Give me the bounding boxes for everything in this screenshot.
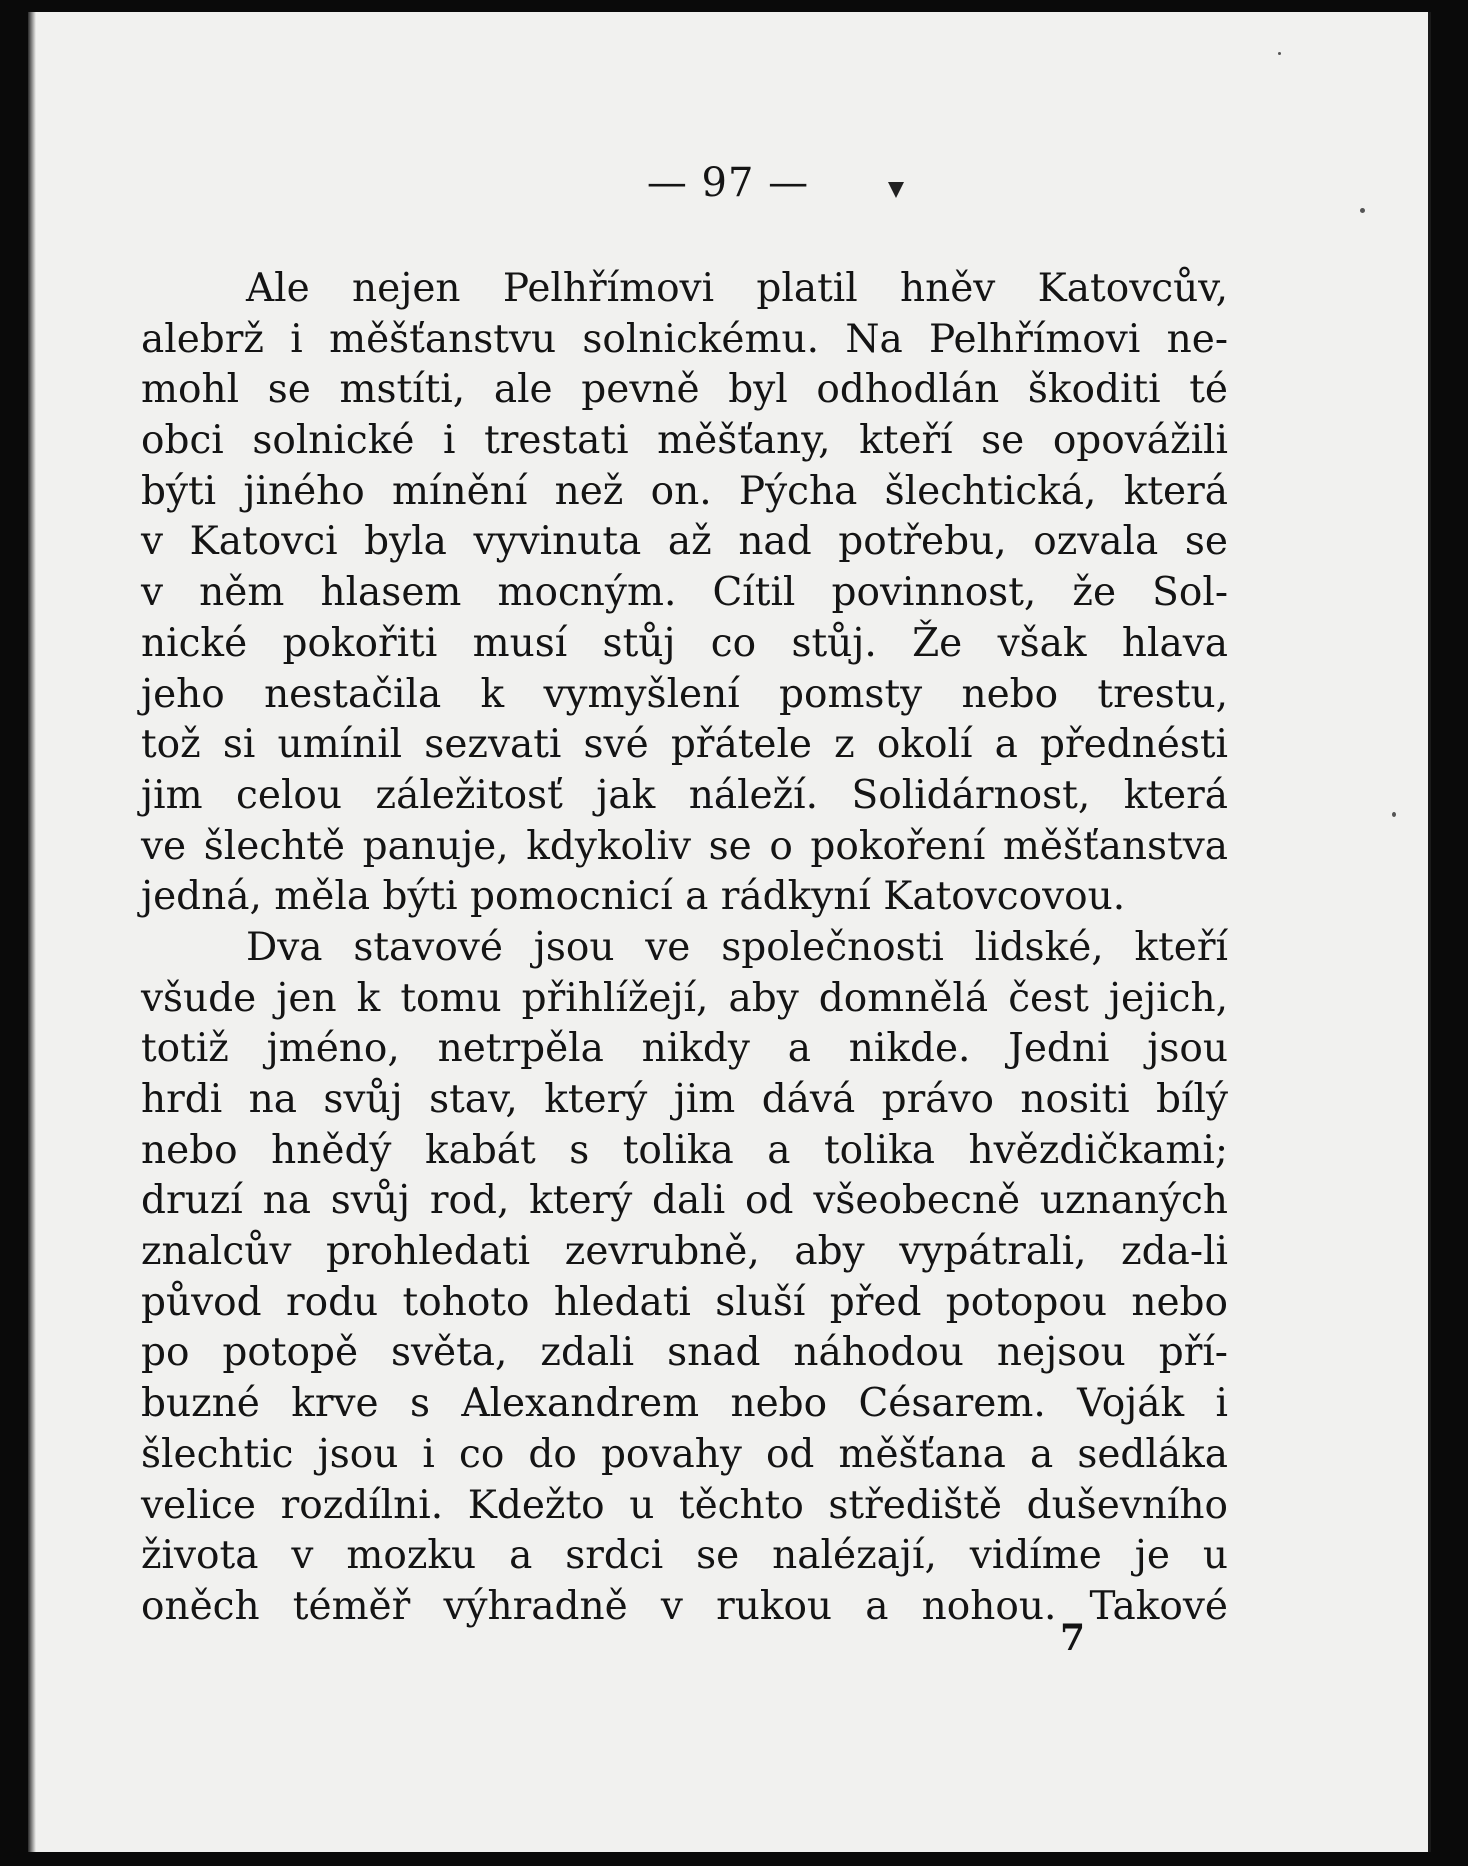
text-line: hrdi na svůj stav, který jim dává právo nositi bílý [141, 1077, 1228, 1122]
text-line: původ rodu tohoto hledati sluší před potopou nebo [141, 1279, 1228, 1325]
text-line: jeho nestačila k vymyšlení pomsty nebo trestu, [141, 671, 1228, 717]
text-line: jedná, měla býti pomocnicí a rádkyní Katovcovou. [141, 874, 1126, 920]
text-line: nické pokořiti musí stůj co stůj. Že však hlava [141, 620, 1228, 666]
text-line: v Katovci byla vyvinuta až nad potřebu, ozvala se [141, 519, 1228, 565]
text-line: šlechtic jsou i co do povahy od měšťana a sedláka [141, 1431, 1228, 1477]
text-line: druzí na svůj rod, který dali od všeobecně uznaných [141, 1178, 1228, 1224]
paper-speck [1278, 52, 1281, 55]
text-line: ve šlechtě panuje, kdykoliv se o pokoření měšťanstva [141, 823, 1228, 869]
text-line: v něm hlasem mocným. Cítil povinnost, že Sol- [141, 570, 1228, 616]
paper-speck [1392, 812, 1396, 817]
text-line: totiž jméno, netrpěla nikdy a nikde. Jedni jsou [141, 1026, 1228, 1072]
text-line: oněch téměř výhradně v rukou a nohou. Takové [141, 1583, 1228, 1629]
ink-mark-icon [888, 182, 904, 198]
text-line: všude jen k tomu přihlížejí, aby domnělá čest jejich, [141, 975, 1228, 1021]
text-line: života v mozku a srdci se nalézají, vidíme je u [141, 1533, 1228, 1579]
text-line: obci solnické i trestati měšťany, kteří se opovážili [141, 418, 1228, 464]
text-line: znalcův prohledati zevrubně, aby vypátrali, zda-li [141, 1229, 1228, 1275]
text-line: Dva stavové jsou ve společnosti lidské, kteří [246, 924, 1228, 970]
text-line: alebrž i měšťanstvu solnickému. Na Pelhřímovi ne- [141, 316, 1228, 362]
text-line: býti jiného mínění než on. Pýcha šlechtická, která [141, 468, 1228, 514]
text-line: mohl se mstíti, ale pevně byl odhodlán škoditi té [141, 367, 1228, 413]
page-number: — 97 — [646, 160, 810, 206]
text-line: tož si umínil sezvati své přátele z okolí a přednésti [141, 722, 1228, 768]
text-line: buzné krve s Alexandrem nebo Césarem. Voják i [141, 1381, 1228, 1427]
running-head [28, 160, 1428, 206]
text-line: velice rozdílni. Kdežto u těchto střediště duševního [141, 1482, 1228, 1528]
text-line: Ale nejen Pelhřímovi platil hněv Katovcův, [246, 266, 1228, 311]
body-text [141, 264, 1228, 1633]
text-line: po potopě světa, zdali snad náhodou nejsou pří- [141, 1330, 1228, 1376]
signature-mark: 7 [1060, 1617, 1086, 1659]
paper-speck [1360, 208, 1365, 213]
page-edge-shadow [28, 12, 36, 1852]
text-line: nebo hnědý kabát s tolika a tolika hvězdičkami; [141, 1127, 1228, 1173]
text-line: jim celou záležitosť jak náleží. Solidárnost, která [141, 772, 1228, 818]
book-page [28, 12, 1431, 1852]
